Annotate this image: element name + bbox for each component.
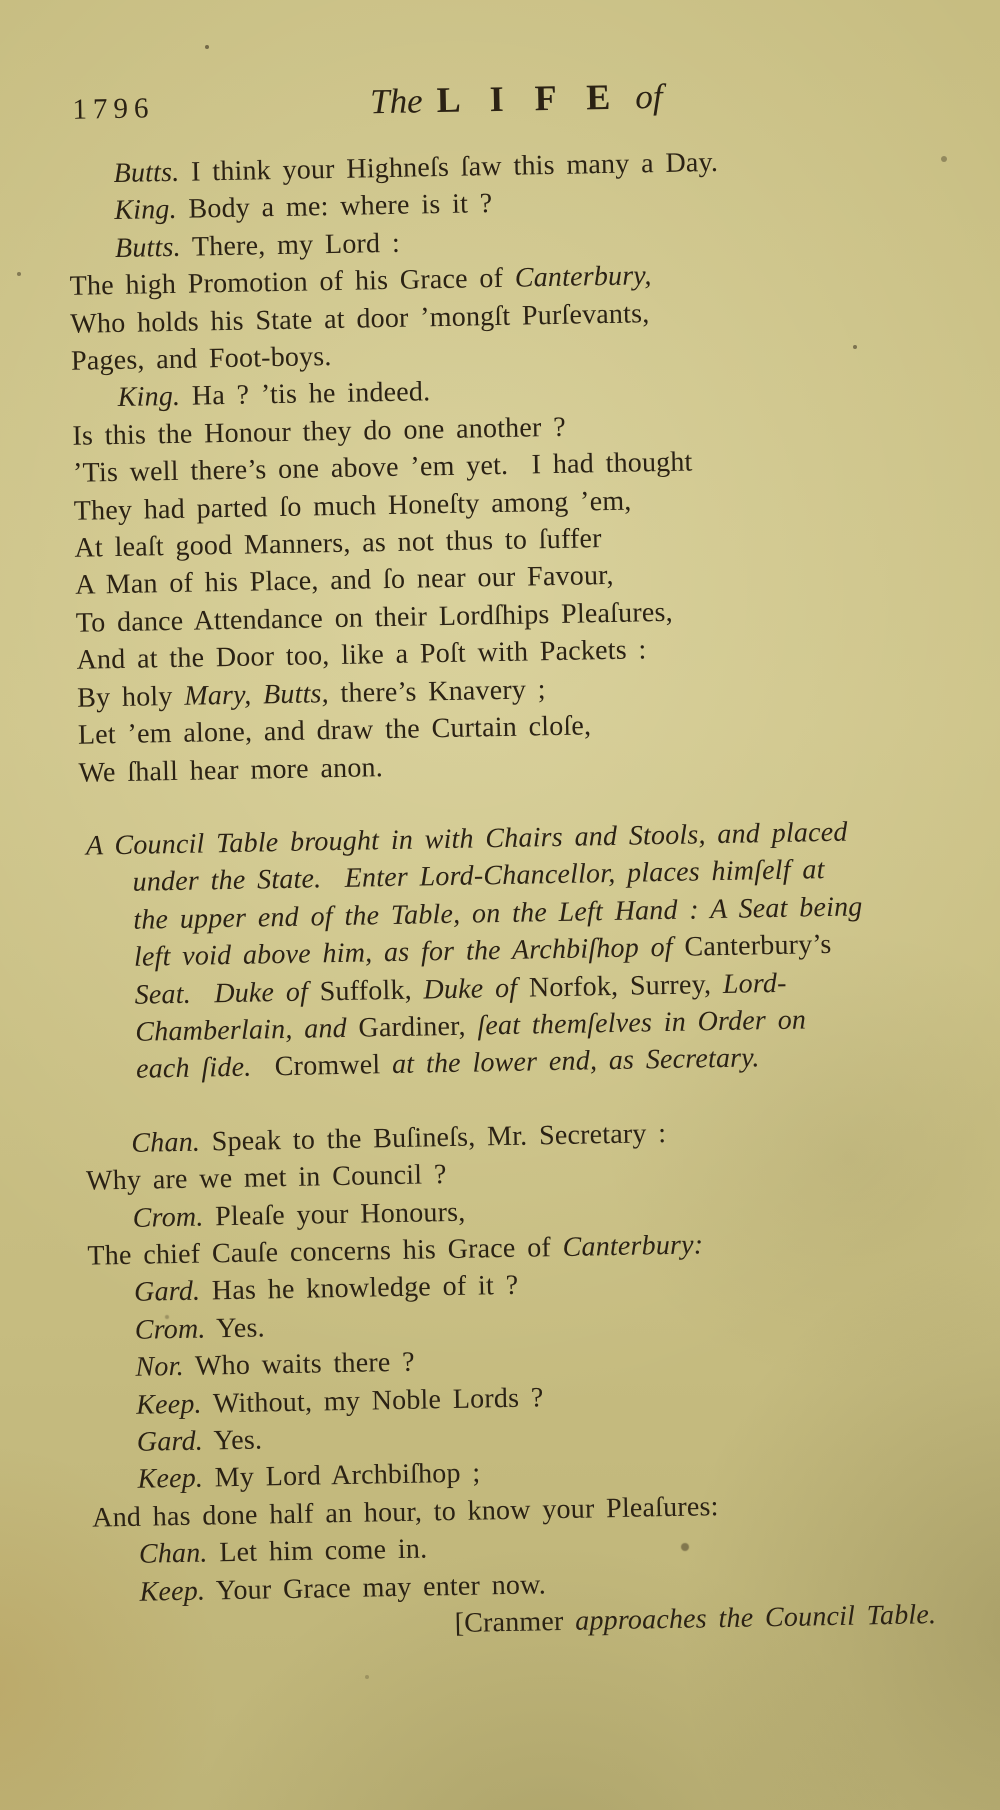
text-segment: Suffolk, (319, 974, 413, 1007)
text-segment: Yes. (202, 1424, 263, 1457)
text-segment: To dance Attendance on their Lordſhips Pleaſures, (75, 596, 674, 639)
text-segment: [Cranmer (454, 1605, 576, 1640)
text-segment-italic: Crom. (134, 1313, 206, 1346)
text-segment: Let him come in. (207, 1533, 428, 1569)
running-title-post: of (634, 76, 663, 117)
text-segment-italic: Keep. (135, 1388, 203, 1421)
text-segment-italic: the upper end of the Table, on the Left Hand : A Seat being (133, 891, 863, 936)
text-segment: Why are we met in Council ? (85, 1159, 447, 1197)
text-segment-italic: ſeat themſelves in Order on (465, 1004, 807, 1042)
text-segment-italic: Chan. (138, 1537, 208, 1570)
running-title-main: L I F E (436, 76, 622, 121)
text-segment: Yes. (205, 1312, 266, 1345)
text-segment-italic: Butts. (114, 231, 182, 264)
text-segment-italic: Seat. Duke of (134, 975, 320, 1011)
text-segment: Norfok, Surrey, (528, 968, 712, 1004)
text-segment-italic: King. (117, 381, 181, 414)
text-segment-italic: Nor. (135, 1351, 185, 1383)
text-segment-italic: Duke of (411, 972, 530, 1006)
text-segment: Let ’em alone, and draw the Curtain cloſe, (77, 710, 592, 751)
text-segment: Without, my Noble Lords ? (201, 1381, 544, 1420)
text-segment: There, my Lord : (180, 227, 401, 263)
text-segment: They had parted ſo much Honeſty among ’em, (73, 485, 632, 527)
text-segment: Is this the Honour they do one another ? (72, 411, 567, 452)
text-segment-italic: Gard. (136, 1425, 204, 1458)
text-segment-italic: Canterbury: (562, 1229, 704, 1263)
text-segment-italic: Mary, Butts, (183, 677, 330, 712)
running-title (154, 70, 909, 126)
text-segment: Has he knowledge of it ? (199, 1270, 519, 1307)
page-number: 1796 (72, 92, 155, 126)
text-segment: At leaſt good Manners, as not thus to ſuffer (74, 523, 602, 564)
text-segment-italic: under the State. Enter Lord-Chancellor, places himſelf at (132, 854, 825, 899)
page-header (66, 70, 909, 147)
text-segment: Your Grace may enter now. (204, 1568, 547, 1607)
play-text-block (67, 140, 936, 1649)
text-segment-italic: Gard. (133, 1275, 201, 1309)
ink-speck (205, 45, 209, 49)
text-segment-italic: at the lower end, as Secretary. (380, 1042, 760, 1081)
text-segment: And at the Door too, like a Poſt with Packets : (76, 634, 647, 677)
text-segment: I think your Highneſs ſaw this many a Day. (179, 146, 719, 188)
text-segment: By holy (76, 680, 185, 714)
page-content (66, 70, 937, 1649)
text-segment: And has done half an hour, to know your Pleaſures: (91, 1490, 719, 1534)
text-segment: there’s Knavery ; (328, 673, 546, 709)
text-segment-italic: Chamberlain, and (135, 1012, 359, 1048)
text-segment: Body a me: where is it ? (176, 188, 493, 226)
text-segment-italic: King. (114, 194, 178, 227)
text-segment: The high Promotion of his Grace of (69, 262, 516, 303)
text-segment-italic: Butts. (113, 156, 180, 189)
text-segment: Who waits there ? (183, 1346, 416, 1383)
text-segment-italic: each ſide. (135, 1051, 276, 1086)
text-segment: My Lord Archbiſhop ; (202, 1457, 481, 1494)
text-segment-italic: Chan. (131, 1126, 201, 1159)
text-segment-italic: A Council Table brought in with Chairs and Stools, and placed (85, 816, 848, 862)
text-segment: Gardiner, (358, 1010, 466, 1044)
text-segment: ’Tis well there’s one above ’em yet. I had thought (72, 446, 693, 490)
text-segment-italic: Lord- (710, 967, 787, 1000)
text-segment: Cromwel (274, 1049, 381, 1083)
text-segment: Ha ? ’tis he indeed. (179, 376, 431, 413)
text-segment: Speak to the Buſineſs, Mr. Secretary : (199, 1117, 667, 1158)
running-title-pre: The (369, 81, 423, 122)
text-segment-italic: Canterbury, (514, 260, 652, 294)
text-segment: A Man of his Place, and ſo near our Favour, (74, 560, 615, 602)
text-segment-italic: left void above him, as for the Archbiſhop of (133, 931, 685, 973)
text-segment: We ſhall hear more anon. (78, 751, 384, 789)
text-segment-italic: Keep. (139, 1575, 206, 1608)
text-segment: The chief Cauſe concerns his Grace of (87, 1231, 563, 1272)
text-segment: Who holds his State at door ’mongſt Purſevants, (70, 297, 650, 340)
text-segment: Pleaſe your Honours, (203, 1196, 466, 1233)
text-segment-italic: approaches the Council Table. (574, 1599, 937, 1637)
text-segment: Canterbury’s (684, 929, 832, 963)
text-segment-italic: Keep. (137, 1462, 204, 1496)
text-segment: Pages, and Foot-boys. (70, 341, 332, 377)
text-segment-italic: Crom. (132, 1201, 204, 1234)
